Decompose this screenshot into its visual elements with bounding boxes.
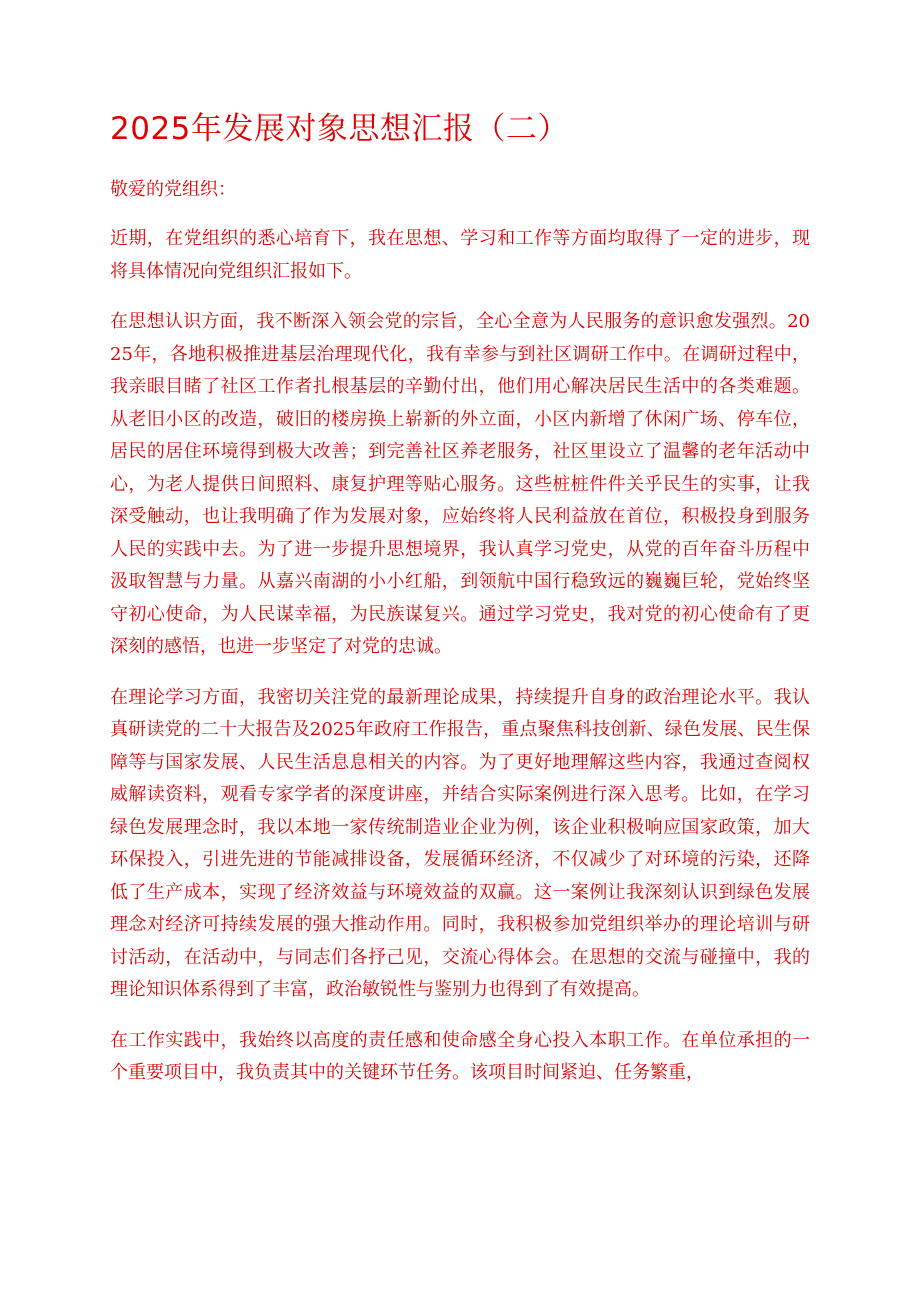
document-title: 2025年发展对象思想汇报（二）: [110, 111, 569, 147]
document-body: [110, 108, 810, 1090]
paragraph-theory-study: 在理论学习方面，我密切关注党的最新理论成果，持续提升自身的政治理论水平。我认真研读党的二十大报告及2025年政府工作报告，重点聚焦科技创新、绿色发展、民生保障等与国家发展、人民生活息息相关的内容。为了更好地理解这些内容，我通过查阅权威解读资料，观看专家学者的深度讲座，并结合实际案例进行深入思考。比如，在学习绿色发展理念时，我以本地一家传统制造业企业为例，该企业积极响应国家政策，加大环保投入，引进先进的节能减排设备，发展循环经济，不仅减少了对环境的污染，还降低了生产成本，实现了经济效益与环境效益的双赢。这一案例让我深刻认识到绿色发展理念对经济可持续发展的强大推动作用。同时，我积极参加党组织举办的理论培训与研讨活动，在活动中，与同志们各抒己见，交流心得体会。在思想的交流与碰撞中，我的理论知识体系得到了丰富，政治敏锐性与鉴别力也得到了有效提高。: [110, 686, 810, 1000]
paragraph-work-practice: 在工作实践中，我始终以高度的责任感和使命感全身心投入本职工作。在单位承担的一个重要项目中，我负责其中的关键环节任务。该项目时间紧迫、任务繁重，: [110, 1029, 810, 1083]
paragraph-ideology: 在思想认识方面，我不断深入领会党的宗旨，全心全意为人民服务的意识愈发强烈。2025年，各地积极推进基层治理现代化，我有幸参与到社区调研工作中。在调研过程中，我亲眼目睹了社区工作者扎根基层的辛勤付出，他们用心解决居民生活中的各类难题。从老旧小区的改造，破旧的楼房换上崭新的外立面，小区内新增了休闲广场、停车位，居民的居住环境得到极大改善；到完善社区养老服务，社区里设立了温馨的老年活动中心，为老人提供日间照料、康复护理等贴心服务。这些桩桩件件关乎民生的实事，让我深受触动，也让我明确了作为发展对象，应始终将人民利益放在首位，积极投身到服务人民的实践中去。为了进一步提升思想境界，我认真学习党史，从党的百年奋斗历程中汲取智慧与力量。从嘉兴南湖的小小红船，到领航中国行稳致远的巍巍巨轮，党始终坚守初心使命，为人民谋幸福，为民族谋复兴。通过学习党史，我对党的初心使命有了更深刻的感悟，也进一步坚定了对党的忠诚。: [110, 311, 810, 657]
paragraph-intro: 近期，在党组织的悉心培育下，我在思想、学习和工作等方面均取得了一定的进步，现将具体情况向党组织汇报如下。: [110, 228, 810, 282]
salutation: 敬爱的党组织：: [110, 179, 236, 200]
